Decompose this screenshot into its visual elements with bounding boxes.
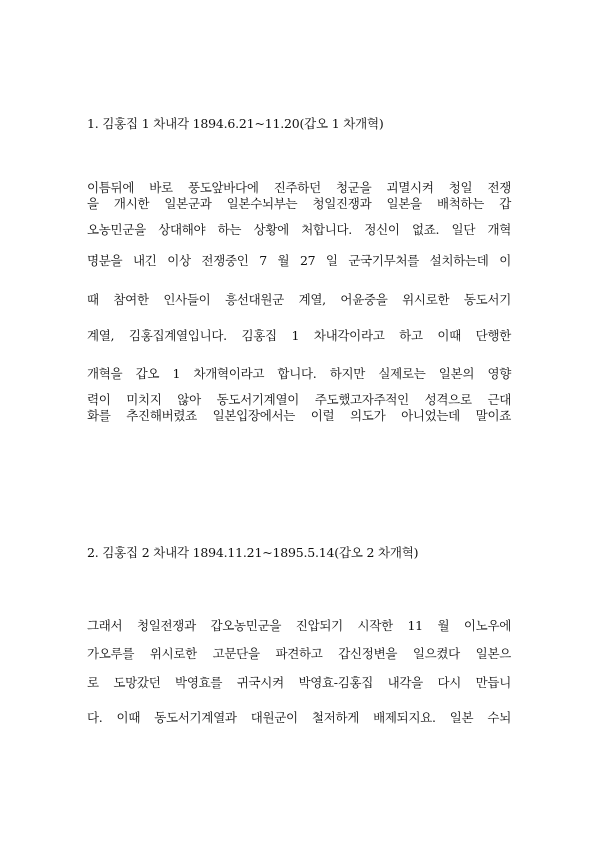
- section-1-line: 화를 추진해버렸죠 일본입장에서는 이럴 의도가 아니었는데 말이죠: [87, 408, 511, 423]
- section-1-line: 을 개시한 일본군과 일본수뇌부는 청일진쟁과 일본을 배척하는 갑: [87, 196, 511, 211]
- section-1-line: 명분을 내긴 이상 전쟁중인 7 월 27 일 군국기무처를 설치하는데 이: [87, 253, 511, 268]
- section-2-line: 로 도망갔던 박영효를 귀국시켜 박영효-김홍집 내각을 다시 만듭니: [87, 675, 511, 690]
- section-1-line: 때 참여한 인사들이 흥선대원군 계열, 어윤중을 위시로한 동도서기: [87, 292, 511, 307]
- section-2-heading: 2. 김홍집 2 차내각 1894.11.21~1895.5.14(갑오 2 차개혁): [87, 545, 419, 560]
- section-2-line: 가오루를 위시로한 고문단을 파견하고 갑신정변을 일으켰다 일본으: [87, 646, 511, 661]
- section-1-line: 이틈뒤에 바로 풍도앞바다에 진주하던 청군을 괴멸시켜 청일 전쟁: [87, 180, 511, 195]
- section-1-line: 개혁을 갑오 1 차개혁이라고 합니다. 하지만 실제로는 일본의 영향: [87, 366, 511, 381]
- section-1-line: 오농민군을 상대해야 하는 상황에 처합니다. 정신이 없죠. 일단 개혁: [87, 222, 511, 237]
- section-1-line: 력이 미치지 않아 동도서기계열이 주도했고자주적인 성격으로 근대: [87, 392, 511, 407]
- section-2-line: 그래서 청일전쟁과 갑오농민군을 진압되기 시작한 11 월 이노우에: [87, 618, 511, 633]
- section-1-line: 계열, 김홍집계열입니다. 김홍집 1 차내각이라고 하고 이때 단행한: [87, 328, 511, 343]
- section-1-heading: 1. 김홍집 1 차내각 1894.6.21~11.20(갑오 1 차개혁): [87, 116, 384, 131]
- section-2-line: 다. 이때 동도서기계열과 대원군이 철저하게 배제되지요. 일본 수뇌: [87, 710, 511, 725]
